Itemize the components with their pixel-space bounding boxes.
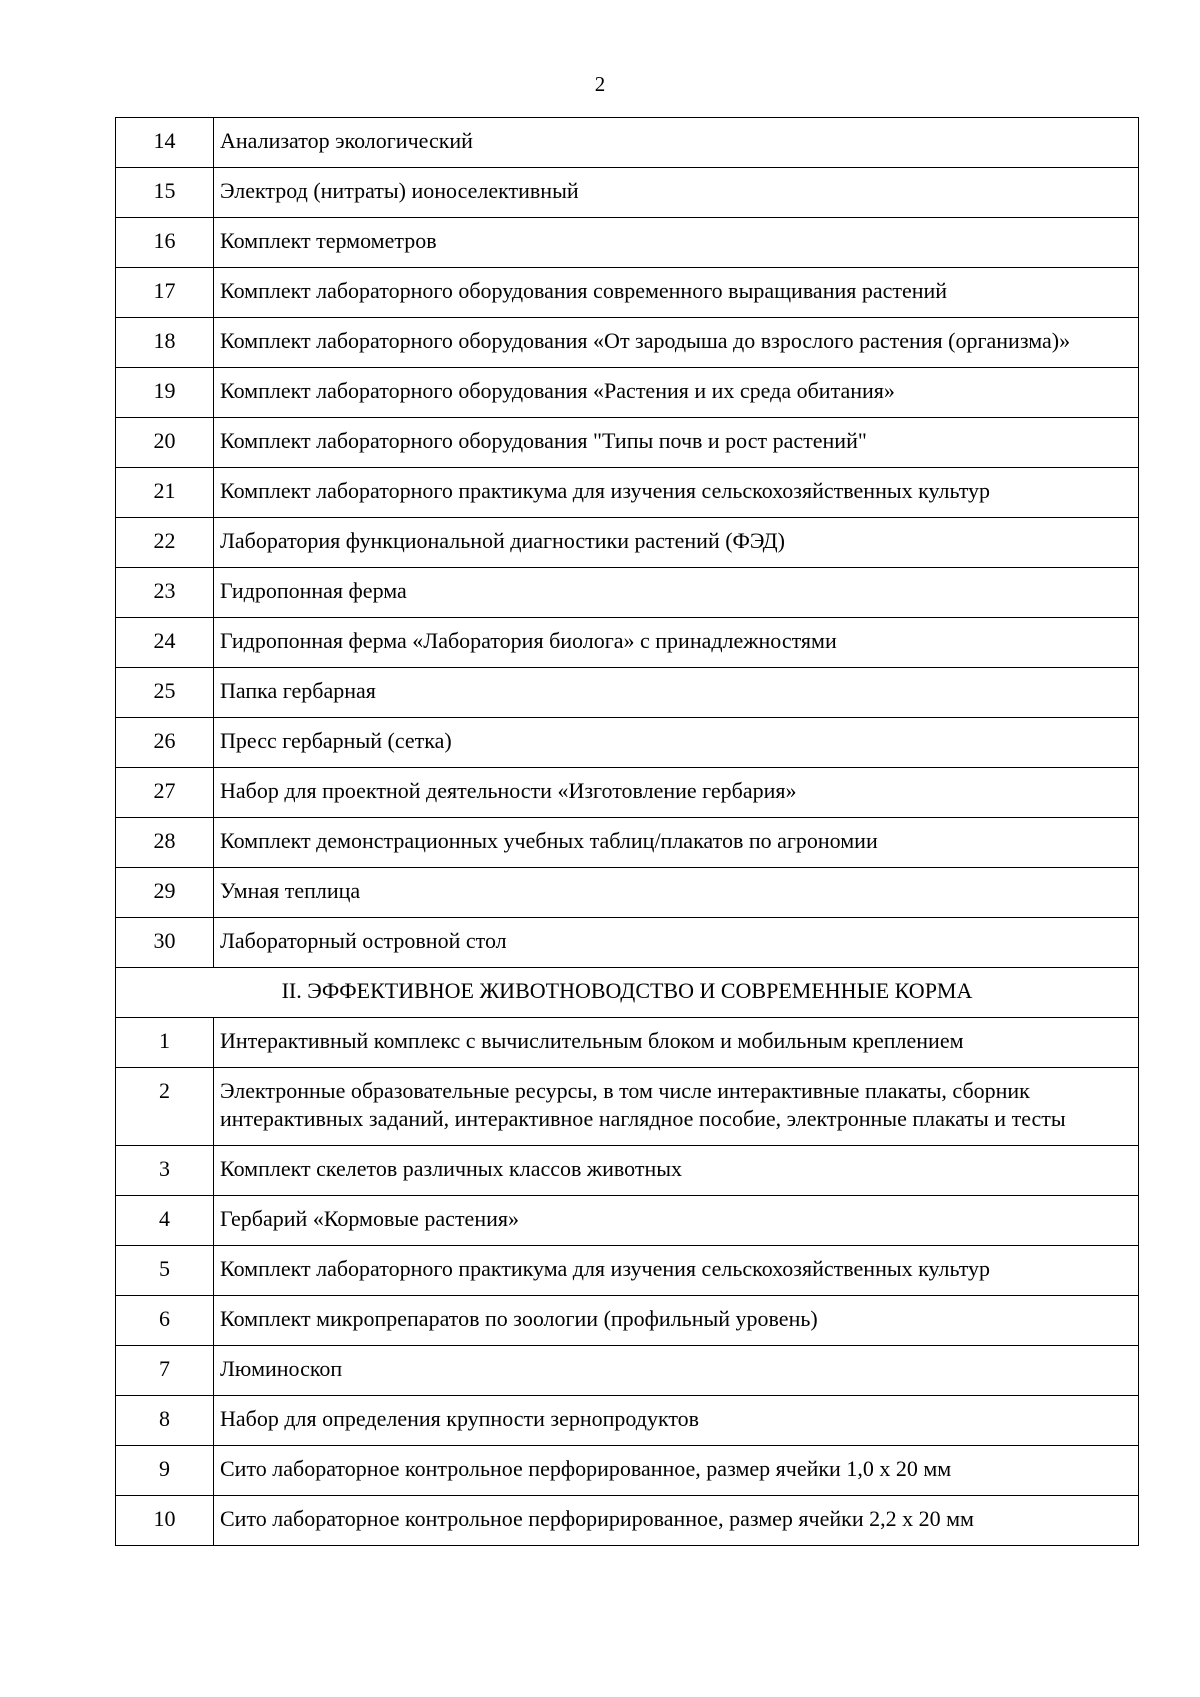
table-row bbox=[116, 468, 1139, 518]
row-number: 9 bbox=[116, 1446, 214, 1496]
row-item-name: Комплект лабораторного оборудования "Типы почв и рост растений" bbox=[214, 418, 1139, 468]
row-item-name: Папка гербарная bbox=[214, 668, 1139, 718]
row-item-name: Лаборатория функциональной диагностики растений (ФЭД) bbox=[214, 518, 1139, 568]
table-row bbox=[116, 768, 1139, 818]
table-row bbox=[116, 418, 1139, 468]
equipment-table bbox=[115, 117, 1139, 1546]
table-row bbox=[116, 218, 1139, 268]
row-item-name: Комплект термометров bbox=[214, 218, 1139, 268]
row-number: 22 bbox=[116, 518, 214, 568]
table-row bbox=[116, 1346, 1139, 1396]
equipment-table-body bbox=[116, 118, 1139, 1546]
row-item-name: Анализатор экологический bbox=[214, 118, 1139, 168]
table-row bbox=[116, 668, 1139, 718]
row-number: 4 bbox=[116, 1196, 214, 1246]
row-number: 10 bbox=[116, 1496, 214, 1546]
table-row bbox=[116, 818, 1139, 868]
table-row bbox=[116, 368, 1139, 418]
row-number: 30 bbox=[116, 918, 214, 968]
table-row bbox=[116, 1246, 1139, 1296]
table-row bbox=[116, 118, 1139, 168]
row-item-name: Комплект лабораторного оборудования «От зародыша до взрослого растения (организма)» bbox=[214, 318, 1139, 368]
row-number: 2 bbox=[116, 1068, 214, 1146]
table-row bbox=[116, 1296, 1139, 1346]
row-number: 24 bbox=[116, 618, 214, 668]
row-number: 5 bbox=[116, 1246, 214, 1296]
table-row bbox=[116, 168, 1139, 218]
row-number: 23 bbox=[116, 568, 214, 618]
table-row bbox=[116, 518, 1139, 568]
row-number: 3 bbox=[116, 1146, 214, 1196]
row-item-name: Комплект лабораторного оборудования «Растения и их среда обитания» bbox=[214, 368, 1139, 418]
row-item-name: Интерактивный комплекс с вычислительным блоком и мобильным креплением bbox=[214, 1018, 1139, 1068]
row-number: 17 bbox=[116, 268, 214, 318]
table-row bbox=[116, 268, 1139, 318]
row-item-name: Гербарий «Кормовые растения» bbox=[214, 1196, 1139, 1246]
row-item-name: Электронные образовательные ресурсы, в том числе интерактивные плакаты, сборник интерактивных заданий, интерактивное наглядное пособие, электронные плакаты и тесты bbox=[214, 1068, 1139, 1146]
table-row bbox=[116, 1068, 1139, 1146]
row-number: 15 bbox=[116, 168, 214, 218]
row-number: 1 bbox=[116, 1018, 214, 1068]
table-row bbox=[116, 1496, 1139, 1546]
row-number: 7 bbox=[116, 1346, 214, 1396]
table-row bbox=[116, 1446, 1139, 1496]
table-row bbox=[116, 618, 1139, 668]
table-row bbox=[116, 918, 1139, 968]
row-item-name: Комплект демонстрационных учебных таблиц/плакатов по агрономии bbox=[214, 818, 1139, 868]
table-row bbox=[116, 568, 1139, 618]
row-number: 27 bbox=[116, 768, 214, 818]
section-row bbox=[116, 968, 1139, 1018]
row-number: 14 bbox=[116, 118, 214, 168]
table-row bbox=[116, 318, 1139, 368]
row-number: 20 bbox=[116, 418, 214, 468]
row-number: 16 bbox=[116, 218, 214, 268]
table-row bbox=[116, 868, 1139, 918]
section-title: II. ЭФФЕКТИВНОЕ ЖИВОТНОВОДСТВО И СОВРЕМЕННЫЕ КОРМА bbox=[116, 968, 1139, 1018]
row-number: 18 bbox=[116, 318, 214, 368]
row-item-name: Комплект скелетов различных классов животных bbox=[214, 1146, 1139, 1196]
row-item-name: Электрод (нитраты) ионоселективный bbox=[214, 168, 1139, 218]
table-row bbox=[116, 1396, 1139, 1446]
row-item-name: Комплект лабораторного практикума для изучения сельскохозяйственных культур bbox=[214, 1246, 1139, 1296]
table-row bbox=[116, 1146, 1139, 1196]
row-number: 21 bbox=[116, 468, 214, 518]
row-item-name: Комплект лабораторного практикума для изучения сельскохозяйственных культур bbox=[214, 468, 1139, 518]
row-item-name: Лабораторный островной стол bbox=[214, 918, 1139, 968]
row-number: 19 bbox=[116, 368, 214, 418]
table-row bbox=[116, 718, 1139, 768]
row-item-name: Люминоскоп bbox=[214, 1346, 1139, 1396]
row-number: 26 bbox=[116, 718, 214, 768]
row-number: 8 bbox=[116, 1396, 214, 1446]
row-item-name: Сито лабораторное контрольное перфорирированное, размер ячейки 2,2 х 20 мм bbox=[214, 1496, 1139, 1546]
table-row bbox=[116, 1196, 1139, 1246]
row-number: 28 bbox=[116, 818, 214, 868]
row-item-name: Гидропонная ферма bbox=[214, 568, 1139, 618]
row-item-name: Набор для проектной деятельности «Изготовление гербария» bbox=[214, 768, 1139, 818]
row-item-name: Сито лабораторное контрольное перфорированное, размер ячейки 1,0 х 20 мм bbox=[214, 1446, 1139, 1496]
row-number: 29 bbox=[116, 868, 214, 918]
row-item-name: Гидропонная ферма «Лаборатория биолога» с принадлежностями bbox=[214, 618, 1139, 668]
row-item-name: Комплект лабораторного оборудования современного выращивания растений bbox=[214, 268, 1139, 318]
page-number: 2 bbox=[594, 72, 606, 96]
table-row bbox=[116, 1018, 1139, 1068]
row-number: 25 bbox=[116, 668, 214, 718]
row-item-name: Пресс гербарный (сетка) bbox=[214, 718, 1139, 768]
row-item-name: Набор для определения крупности зернопродуктов bbox=[214, 1396, 1139, 1446]
row-item-name: Комплект микропрепаратов по зоологии (профильный уровень) bbox=[214, 1296, 1139, 1346]
row-item-name: Умная теплица bbox=[214, 868, 1139, 918]
row-number: 6 bbox=[116, 1296, 214, 1346]
